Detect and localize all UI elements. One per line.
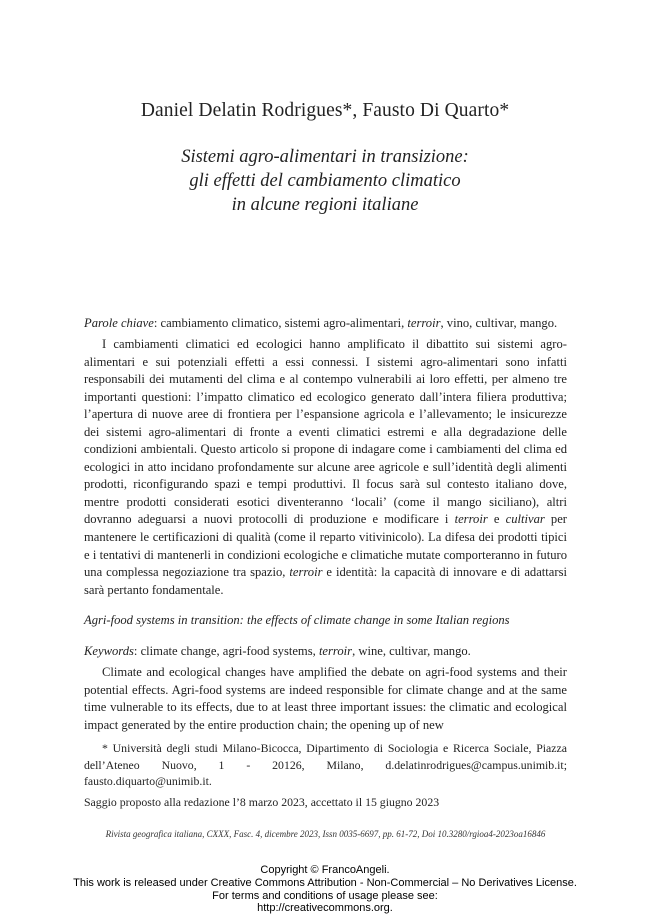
italian-keywords: [84, 315, 567, 333]
keywords-text-it-b: , vino, cultivar, mango.: [440, 316, 558, 330]
title-line-2: gli effetti del cambiamento climatico: [189, 171, 461, 191]
english-keywords: [84, 643, 567, 661]
keywords-terroir-en: terroir: [318, 644, 353, 658]
keywords-label-it: Parole chiave: [84, 316, 154, 330]
abstract-it-e: e: [487, 512, 506, 527]
abstract-it-cultivar: cultivar: [505, 512, 545, 527]
title-line-3: in alcune regioni italiane: [231, 195, 419, 215]
keywords-text-en-a: : climate change, agri-food systems,: [133, 644, 319, 658]
copyright-line-2: This work is released under Creative Commons Attribution - Non-Commercial – No Derivatives License.: [73, 876, 577, 889]
keywords-terroir-it: terroir: [407, 316, 441, 330]
abstract-it-b: per mantenere le certificazioni di qualità (come il reparto vitivinicolo). La difesa dei prodotti tipici e i tentativi di mantenerli in condizioni ecologiche e climatiche mutate comporteranno in futuro una complessa negoziazione tra spazio,: [84, 512, 568, 580]
abstract-it-terroir: terroir: [454, 512, 488, 527]
footnote-affiliation: * Università degli studi Milano-Bicocca, Dipartimento di Sociologia e Ricerca Sociale, Piazza dell’Ateneo Nuovo, 1 - 20126, Milano, d.delatinrodrigues@campus.unimib.it; fausto.diquarto@unimib.it.: [84, 741, 567, 788]
keywords-text-en-b: , wine, cultivar, mango.: [352, 644, 471, 658]
abstract-it-c: e identità: la capacità di innovare e di adattarsi sarà pertanto fondamentale.: [84, 565, 567, 597]
english-abstract: [84, 664, 567, 734]
italian-abstract: [84, 336, 567, 599]
abstract-it-terroir-2: terroir: [289, 565, 323, 580]
copyright-line-3: For terms and conditions of usage please see:: [212, 889, 438, 902]
english-title: Agri-food systems in transition: the effects of climate change in some Italian regions: [84, 613, 510, 627]
keywords-text-it-a: : cambiamento climatico, sistemi agro-alimentari,: [153, 316, 408, 330]
english-abstract-text: Climate and ecological changes have amplified the debate on agri-food systems and their potential effects. Agri-food systems are indeed responsible for climate change and at the same time vulnerable to its effects, due to at least three important issues: the climatic and ecological impact generated by the entire production chain; the opening up of new: [84, 665, 567, 732]
keywords-label-en: Keywords: [84, 644, 134, 658]
article-title: [0, 145, 650, 217]
footnote: [84, 740, 567, 810]
footnote-dates: Saggio proposto alla redazione l’8 marzo 2023, accettato il 15 giugno 2023: [84, 794, 440, 809]
copyright-link[interactable]: http://creativecommons.org.: [257, 902, 393, 915]
copyright-notice: [0, 864, 650, 915]
copyright-line-1: Copyright © FrancoAngeli.: [260, 864, 390, 876]
authors-line: Daniel Delatin Rodrigues*, Fausto Di Quarto*: [140, 100, 510, 121]
journal-reference: Rivista geografica italiana, CXXX, Fasc. 4, dicembre 2023, Issn 0035-6697, pp. 61-72, Doi 10.3280/rgioa4-2023oa16846: [105, 829, 546, 839]
abstract-it-a: I cambiamenti climatici ed ecologici hanno amplificato il dibattito sui sistemi agro-alimentari e sui potenziali effetti a essi connessi. I sistemi agro-alimentari sono infatti responsabili dei mutamenti del clima e al contempo vulnerabili ai loro effetti, per almeno tre importanti questioni: l’impatto climatico ed ecologico generato dall’intera filiera produttiva; l’apertura di nuove aree di frontiera per l’espansione agricola e l’allevamento; le insicurezze dei sistemi agro-alimentari di fronte a eventi climatici estremi e alla degradazione delle condizioni ambientali. Questo articolo si propone di indagare come i cambiamenti del clima ed ecologici in atto incidano profondamente sur alcune aree agricole e sull’identità degli alimenti prodotti, riconfigurando spazi e tempi produttivi. Il focus sarà sul contesto italiano dove, mentre prodotti considerati esotici diventeranno ‘locali’ (come il mango siciliano), altri dovranno adeguarsi a nuovi protocolli di produzione e modificare i: [84, 337, 567, 527]
title-line-1: Sistemi agro-alimentari in transizione:: [181, 147, 469, 167]
